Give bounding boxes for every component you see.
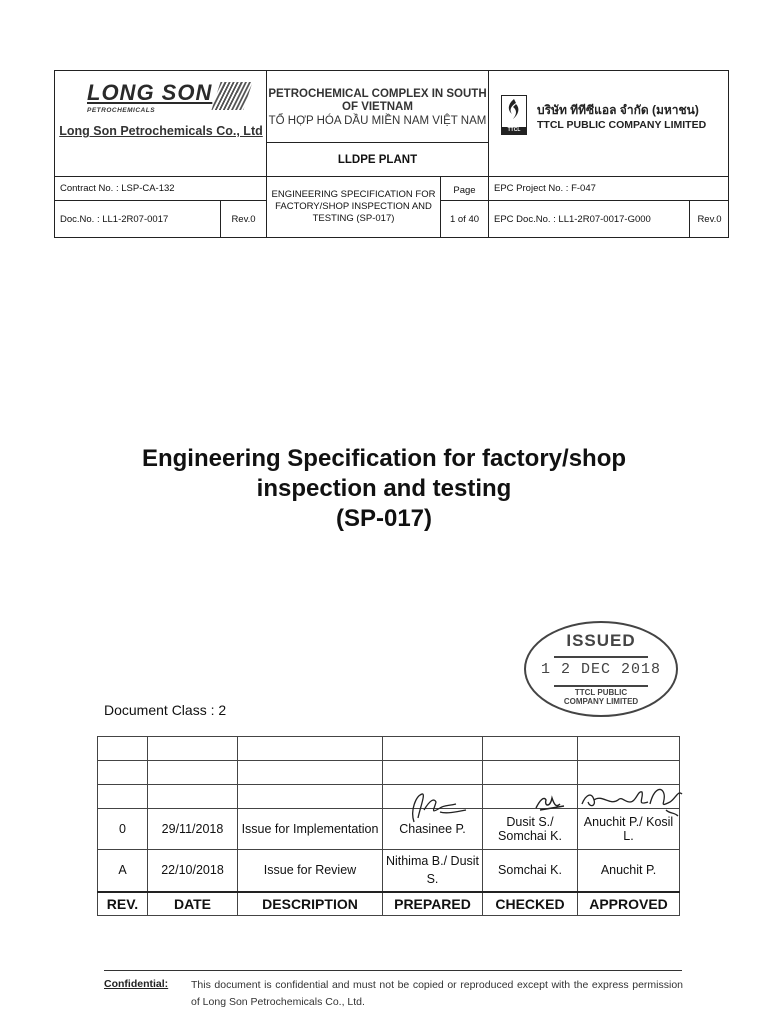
plant-name-cell: LLDPE PLANT <box>267 143 489 177</box>
project-title-vn: TỔ HỢP HÓA DẦU MIỀN NAM VIỆT NAM <box>268 114 487 127</box>
footer-confidential-text: This document is confidential and must not be copied or reproduced except with the express permission of Long Son Petrochemicals Co., Ltd. <box>191 979 683 1008</box>
document-revision: Rev.0 <box>221 201 267 237</box>
stamp-company: TTCL PUBLIC COMPANY LIMITED <box>563 688 639 706</box>
epc-project-number: EPC Project No. : F-047 <box>489 177 729 201</box>
issued-stamp <box>524 621 678 717</box>
specification-title-cell: ENGINEERING SPECIFICATION FOR FACTORY/SHOP INSPECTION AND TESTING (SP-017) <box>267 177 441 237</box>
footer-divider <box>104 970 682 971</box>
checked-signature <box>530 786 570 816</box>
table-row: A 22/10/2018 Issue for Review Nithima B./ Dusit S. Somchai K. Anuchit P. <box>98 850 680 892</box>
logo-stripes-icon <box>211 82 252 110</box>
page-number: 1 of 40 <box>441 201 489 237</box>
project-title-cell <box>267 71 489 143</box>
project-title-en: PETROCHEMICAL COMPLEX IN SOUTH OF VIETNAM <box>268 87 487 113</box>
long-son-logo: LONG SON PETROCHEMICALS <box>83 79 248 117</box>
epc-document-revision: Rev.0 <box>697 213 722 225</box>
ttcl-logo-icon: TTCL <box>501 95 527 135</box>
approved-signature <box>578 780 690 822</box>
document-header-block <box>54 70 729 238</box>
document-number: Doc.No. : LL1-2R07-0017 <box>55 201 221 237</box>
stamp-date: 1 2 DEC 2018 <box>540 661 662 678</box>
contractor-name-en: TTCL PUBLIC COMPANY LIMITED <box>537 119 707 131</box>
document-main-title: Engineering Specification for factory/shop inspection and testing (SP-017) <box>141 445 627 532</box>
table-header-row: REV. DATE DESCRIPTION PREPARED CHECKED APPROVED <box>98 892 680 916</box>
contractor-logo-cell <box>489 71 729 177</box>
client-company-name: Long Son Petrochemicals Co., Ltd <box>59 124 263 138</box>
footer-label: Confidential: <box>104 978 169 990</box>
stamp-label: ISSUED <box>566 631 636 650</box>
table-row: 0 29/11/2018 Issue for Implementation Chasinee P. Dusit S./ Somchai K. Anuchit P./ Kosil L. <box>98 809 680 850</box>
contract-number: Contract No. : LSP-CA-132 <box>55 177 267 201</box>
prepared-signature <box>400 788 470 828</box>
table-row <box>98 737 680 761</box>
epc-document-number: EPC Doc.No. : LL1-2R07-0017-G000 <box>489 201 690 237</box>
page-label: Page <box>441 177 489 201</box>
revision-table <box>97 736 680 916</box>
contractor-name-thai: บริษัท ทีทีซีแอล จำกัด (มหาชน) <box>537 103 699 117</box>
document-class: Document Class : 2 <box>104 702 227 718</box>
client-logo-cell <box>55 71 267 177</box>
